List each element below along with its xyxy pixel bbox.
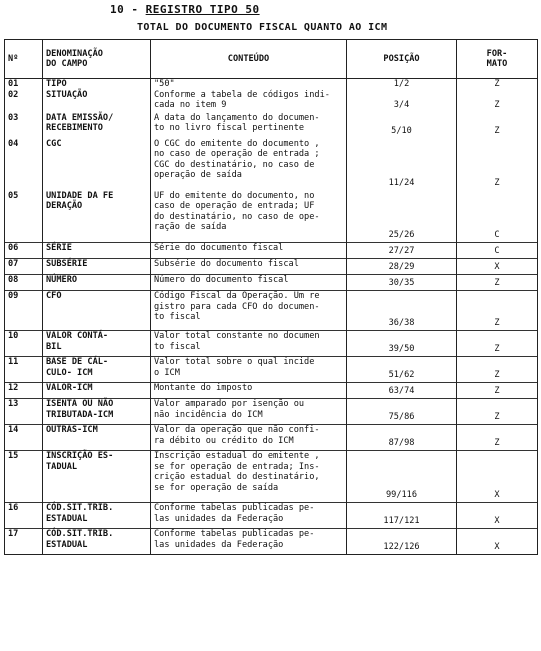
table-row (5, 79, 538, 113)
table-row (5, 399, 538, 425)
row-position: 99/116 (347, 451, 457, 503)
row-format: X (457, 259, 538, 275)
row-number: 17 (5, 529, 43, 555)
row-format: Z (457, 331, 538, 357)
row-field-name: CFO (43, 291, 151, 331)
table-row (5, 383, 538, 399)
row-content: "50" Conforme a tabela de códigos indi- cada no item 9 (151, 79, 347, 113)
row-field-name: VALOR-ICM (43, 383, 151, 399)
row-position: 30/35 (347, 275, 457, 291)
table-row (5, 259, 538, 275)
row-content: A data do lançamento do documen- to no livro fiscal pertinente (151, 113, 347, 139)
section-subtitle: TOTAL DO DOCUMENTO FISCAL QUANTO AO ICM (137, 22, 388, 33)
row-field-name: DATA EMISSÃO/ RECEBIMENTO (43, 113, 151, 139)
row-position: 117/121 (347, 503, 457, 529)
header-content: CONTEÚDO (151, 40, 347, 79)
row-content: Montante do imposto (151, 383, 347, 399)
row-position: 122/126 (347, 529, 457, 555)
row-position: 39/50 (347, 331, 457, 357)
row-format: Z (457, 383, 538, 399)
row-field-name: TIPO SITUAÇÃO (43, 79, 151, 113)
record-layout-table (4, 39, 538, 555)
row-field-name: SÉRIE (43, 243, 151, 259)
row-number: 14 (5, 425, 43, 451)
section-name: REGISTRO TIPO 50 (145, 3, 260, 16)
row-content: O CGC do emitente do documento , no caso de operação de entrada ; CGC do destinatário, no caso de operação de saída (151, 139, 347, 191)
table-row (5, 243, 538, 259)
row-field-name: CÓD.SIT.TRIB. ESTADUAL (43, 529, 151, 555)
row-content: Valor total constante no documen to fiscal (151, 331, 347, 357)
table-row (5, 191, 538, 243)
section-number: 10 - (110, 3, 146, 16)
table-row (5, 357, 538, 383)
row-content: Valor da operação que não confi- ra débito ou crédito do ICM (151, 425, 347, 451)
row-field-name: NÚMERO (43, 275, 151, 291)
header-field-name: DENOMINAÇÃO DO CAMPO (43, 40, 151, 79)
row-number: 13 (5, 399, 43, 425)
row-position: 28/29 (347, 259, 457, 275)
header-position: POSIÇÃO (347, 40, 457, 79)
row-content: Valor amparado por isenção ou não incidência do ICM (151, 399, 347, 425)
row-format: C (457, 191, 538, 243)
row-number: 06 (5, 243, 43, 259)
row-field-name: SUBSÉRIE (43, 259, 151, 275)
row-field-name: ISENTA OU NÃO TRIBUTADA-ICM (43, 399, 151, 425)
row-field-name: BASE DE CÁL- CULO- ICM (43, 357, 151, 383)
row-position: 11/24 (347, 139, 457, 191)
row-format: C (457, 243, 538, 259)
row-format: Z (457, 291, 538, 331)
row-content: Conforme tabelas publicadas pe- las unidades da Federação (151, 529, 347, 555)
row-number: 15 (5, 451, 43, 503)
row-format: Z (457, 113, 538, 139)
row-content: Subsérie do documento fiscal (151, 259, 347, 275)
row-format: Z (457, 357, 538, 383)
row-position: 51/62 (347, 357, 457, 383)
row-content: UF do emitente do documento, no caso de operação de entrada; UF do destinatário, no caso de ope- ração de saída (151, 191, 347, 243)
row-number: 04 (5, 139, 43, 191)
row-content: Conforme tabelas publicadas pe- las unidades da Federação (151, 503, 347, 529)
row-format: Z (457, 275, 538, 291)
row-position: 87/98 (347, 425, 457, 451)
table-row (5, 275, 538, 291)
row-format: X (457, 529, 538, 555)
row-field-name: CÓD.SIT.TRIB. ESTADUAL (43, 503, 151, 529)
table-row (5, 503, 538, 529)
row-position: 25/26 (347, 191, 457, 243)
table-row (5, 291, 538, 331)
row-position: 63/74 (347, 383, 457, 399)
table-row (5, 425, 538, 451)
row-content: Valor total sobre o qual incide o ICM (151, 357, 347, 383)
row-number: 08 (5, 275, 43, 291)
row-format: Z Z (457, 79, 538, 113)
table-row (5, 451, 538, 503)
header-format: FOR- MATO (457, 40, 538, 79)
row-field-name: INSCRIÇÃO ES- TADUAL (43, 451, 151, 503)
row-content: Código Fiscal da Operação. Um re gistro para cada CFO do documen- to fiscal (151, 291, 347, 331)
row-number: 05 (5, 191, 43, 243)
row-number: 10 (5, 331, 43, 357)
row-number: 09 (5, 291, 43, 331)
table-row (5, 139, 538, 191)
header-row (5, 40, 538, 79)
section-title (110, 3, 260, 16)
header-number: Nº (5, 40, 43, 79)
row-format: X (457, 503, 538, 529)
table-body (5, 79, 538, 555)
row-format: X (457, 451, 538, 503)
row-position: 1/2 3/4 (347, 79, 457, 113)
row-position: 36/38 (347, 291, 457, 331)
row-number: 11 (5, 357, 43, 383)
row-position: 27/27 (347, 243, 457, 259)
row-content: Inscrição estadual do emitente , se for operação de entrada; Ins- crição estadual do destinatário, se for operação de saída (151, 451, 347, 503)
row-number: 01 02 (5, 79, 43, 113)
row-format: Z (457, 425, 538, 451)
row-field-name: CGC (43, 139, 151, 191)
row-number: 03 (5, 113, 43, 139)
row-format: Z (457, 139, 538, 191)
row-field-name: UNIDADE DA FE DERAÇÃO (43, 191, 151, 243)
row-content: Série do documento fiscal (151, 243, 347, 259)
row-number: 07 (5, 259, 43, 275)
row-number: 16 (5, 503, 43, 529)
row-content: Número do documento fiscal (151, 275, 347, 291)
row-format: Z (457, 399, 538, 425)
table-row (5, 331, 538, 357)
row-number: 12 (5, 383, 43, 399)
row-field-name: OUTRAS-ICM (43, 425, 151, 451)
row-position: 75/86 (347, 399, 457, 425)
table-row (5, 113, 538, 139)
row-field-name: VALOR CONTÁ- BIL (43, 331, 151, 357)
table-row (5, 529, 538, 555)
row-position: 5/10 (347, 113, 457, 139)
